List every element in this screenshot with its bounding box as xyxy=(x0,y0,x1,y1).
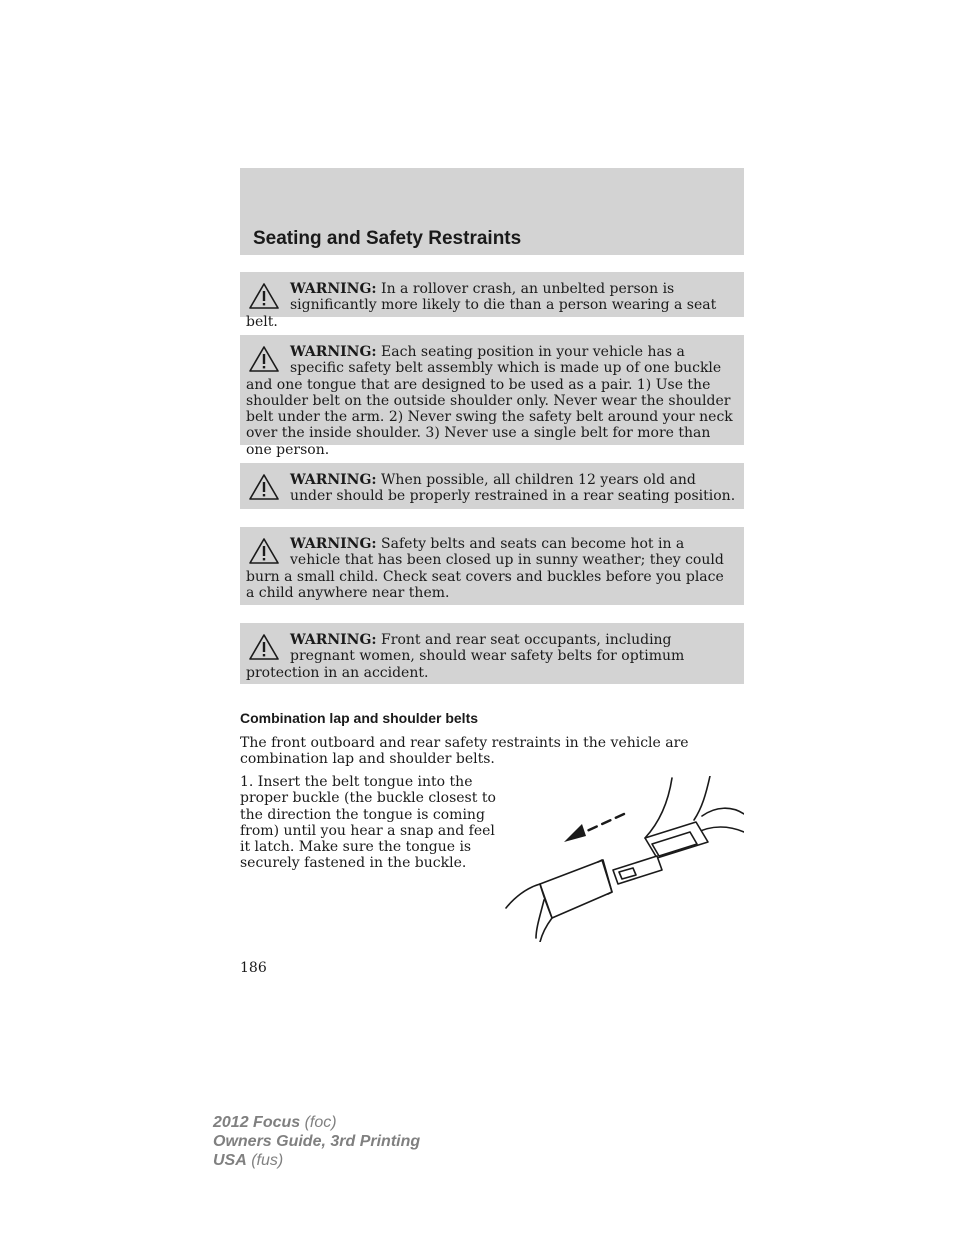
intro-paragraph: The front outboard and rear safety restraints in the vehicle are combination lap and shoulder belts. xyxy=(240,735,689,768)
warning-text: When possible, all children 12 years old and under should be properly restrained in a rear seating position. xyxy=(290,472,736,505)
page-number: 186 xyxy=(240,960,267,976)
warning-triangle-icon xyxy=(248,537,280,565)
warning-text: Safety belts and seats can become hot in a vehicle that has been closed up in sunny weather; they could burn a small child. Check seat covers and buckles before you place a child anywhere near them. xyxy=(246,536,724,601)
warning-box-hot-belts xyxy=(240,527,744,605)
warning-label: WARNING: xyxy=(290,536,377,552)
warning-text: Front and rear seat occupants, including pregnant women, should wear safety belts for optimum protection in an accident. xyxy=(246,632,685,681)
warning-label: WARNING: xyxy=(290,472,377,488)
warning-triangle-icon xyxy=(248,345,280,373)
footer-line-2: Owners Guide, 3rd Printing xyxy=(213,1133,421,1150)
warning-box-rollover xyxy=(240,272,744,330)
warning-label: WARNING: xyxy=(290,344,377,360)
warning-text: In a rollover crash, an unbelted person is significantly more likely to die than a person wearing a seat belt. xyxy=(246,281,717,330)
warning-box-occupants xyxy=(240,623,744,684)
warning-label: WARNING: xyxy=(290,632,377,648)
warning-box-belt-assembly xyxy=(240,335,744,458)
warning-triangle-icon xyxy=(248,633,280,661)
step-1-paragraph: 1. Insert the belt tongue into the proper buckle (the buckle closest to the direction the tongue is coming from) until you hear a snap and feel it latch. Make sure the tongue is securely fastened in the buckle. xyxy=(240,774,496,872)
footer-line-1: 2012 Focus (foc) xyxy=(213,1114,337,1131)
warning-triangle-icon xyxy=(248,473,280,501)
warning-label: WARNING: xyxy=(290,281,377,297)
document-footer xyxy=(213,1113,420,1170)
warning-triangle-icon xyxy=(248,282,280,310)
footer-line-3: USA (fus) xyxy=(213,1152,284,1169)
page-title: Seating and Safety Restraints xyxy=(253,228,522,249)
section-heading: Combination lap and shoulder belts xyxy=(240,710,479,726)
belt-buckle-illustration xyxy=(500,776,744,942)
warning-box-children xyxy=(240,463,744,509)
warning-text: Each seating position in your vehicle has a specific safety belt assembly which is made up of one buckle and one tongue that are designed to be used as a pair. 1) Use the shoulder belt on the outside shoulder only. Never wear the shoulder belt under the arm. 2) Never swing the safety belt around your neck over the inside shoulder. 3) Never use a single belt for more than one person. xyxy=(246,344,733,458)
